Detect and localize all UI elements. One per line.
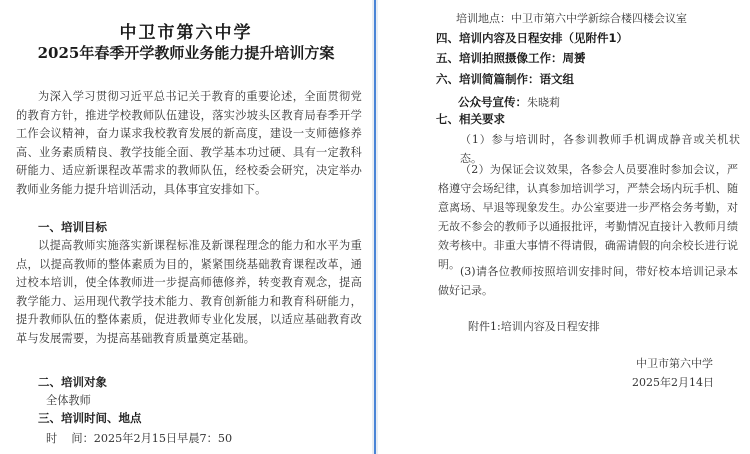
section5-heading: 五、培训拍照摄像工作：周赟 <box>436 51 586 65</box>
wechat-line <box>458 91 560 110</box>
attachment-note: 附件1:培训内容及日程安排 <box>468 320 600 333</box>
section7-heading: 七、相关要求 <box>436 112 505 126</box>
intro-paragraph: 为深入学习贯彻习近平总书记关于教育的重要论述，全面贯彻党的教育方针，推进学校教师队伍建设，落实沙坡头区教育局春季开学工作会议精神，奋力谋求我校教育发展的新高度，建设一支师德修养高、业务素质精良、教学技能全面、教学基本功过硬、具有一定教科研能力、适应新课程改革需求的教师队伍，经校委会研究，决定举办教师业务能力提升培训活动，具体事宜安排如下。 <box>16 90 362 196</box>
section3-heading: 三、培训时间、地点 <box>38 411 142 425</box>
document-title-plan: 2025年春季开学教师业务能力提升培训方案 <box>37 44 335 62</box>
wechat-label: 公众号宣传： <box>458 95 527 109</box>
wechat-value: 朱晓莉 <box>527 96 560 109</box>
requirement-1: （1）参与培训时，各参训教师手机调成静音或关机状态。 <box>460 133 740 165</box>
signature-date: 2025年2月14日 <box>632 376 714 389</box>
page-divider <box>374 0 376 454</box>
document-title-school: 中卫市第六中学 <box>119 23 253 43</box>
section2-heading: 二、培训对象 <box>38 375 107 389</box>
left-page <box>0 0 372 454</box>
section1-body: 以提高教师实施落实新课程标准及新课程理念的能力和水平为重点，以提高教师的整体素质为目的，紧紧围绕基础教育课程改革，通过校本培训，使全体教师进一步提高师德修养，转变教育观念，提高教学能力、运用现代教学技术能力、教育创新能力和教育科研能力，提升教师队伍的整体素质，促进教师专业化发展，以适应基础教育改革与发展需要，为提高基础教育质量奠定基础。 <box>16 239 362 345</box>
requirement-2: （2）为保证会议效果，各参会人员要准时参加会议，严格遵守会场纪律，认真参加培训学习，严禁会场内玩手机、随意离场、早退等现象发生。办公室要进一步严格会务考勤，对无故不参会的教师予以通报批评，考勤情况直接计入教师月绩效考核中。非重大事情不得请假，确需请假的向余校长进行说明。 <box>438 163 738 271</box>
section4-heading: 四、培训内容及日程安排（见附件1） <box>436 31 628 45</box>
training-location: 培训地点：中卫市第六中学新综合楼四楼会议室 <box>456 12 687 25</box>
section3-time: 时 间：2025年2月15日早晨7：50 <box>46 432 233 445</box>
section2-body: 全体教师 <box>46 394 91 407</box>
section6-heading: 六、培训简篇制作：语文组 <box>436 72 574 86</box>
section1-heading: 一、培训目标 <box>38 220 107 234</box>
signature-organization: 中卫市第六中学 <box>636 357 713 370</box>
requirement-3: (3)请各位教师按照培训安排时间，带好校本培训记录本做好记录。 <box>438 265 738 297</box>
